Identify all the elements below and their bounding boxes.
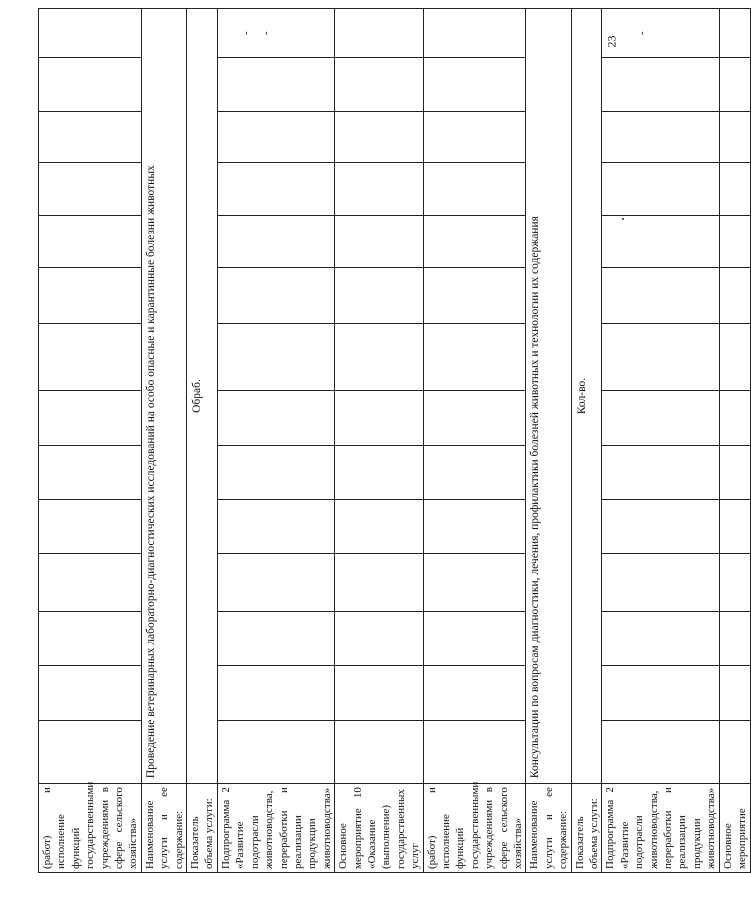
table-row [571,9,602,873]
unit-cell: Обраб. [187,9,218,784]
unit-cell: Кол-во. [571,9,602,784]
row-label: Показатель объема услуги: [187,784,218,873]
rotated-page [38,8,749,873]
table-row [39,9,142,873]
table-row [719,9,750,873]
table-row [217,9,334,873]
table-row [187,9,218,873]
service-section-title: Проведение ветеринарных лабораторно-диагностических исследований на особо опасные и карантинные болезни животных [141,9,186,784]
row-label: Подпрограмма 2 «Развитие подотрасли животноводства, переработки и реализации продукции животноводства» [217,784,334,873]
row-label: Наименование услуги и ее содержание: [141,784,186,873]
row-label: (работ) и исполнение функций государственными учреждениями в сфере сельского хозяйства» [423,784,526,873]
services-table [38,8,751,873]
service-section-title: Консультации по вопросам диагностики, лечения, профилактики болезней животных и технологии их содержания [526,9,571,784]
value-cell: - [602,9,719,58]
table-row [141,9,186,873]
value-cell: - - [217,9,334,58]
table-row [335,9,423,873]
page-number: 23 [604,35,619,48]
scan-speck [622,218,624,220]
table-row [423,9,526,873]
row-label: Основное мероприятие [719,784,750,873]
table-row [602,9,719,873]
row-label: Основное мероприятие 10 «Оказание (выполнение) государственных услуг [335,784,423,873]
row-label: Показатель объема услуги: [571,784,602,873]
row-label: (работ) и исполнение функций государственными учреждениями в сфере сельского хозяйства» [39,784,142,873]
row-label: Подпрограмма 2 «Развитие подотрасли животноводства, переработки и реализации продукции животноводства» [602,784,719,873]
table-row [526,9,571,873]
row-label: Наименование услуги и ее содержание: [526,784,571,873]
